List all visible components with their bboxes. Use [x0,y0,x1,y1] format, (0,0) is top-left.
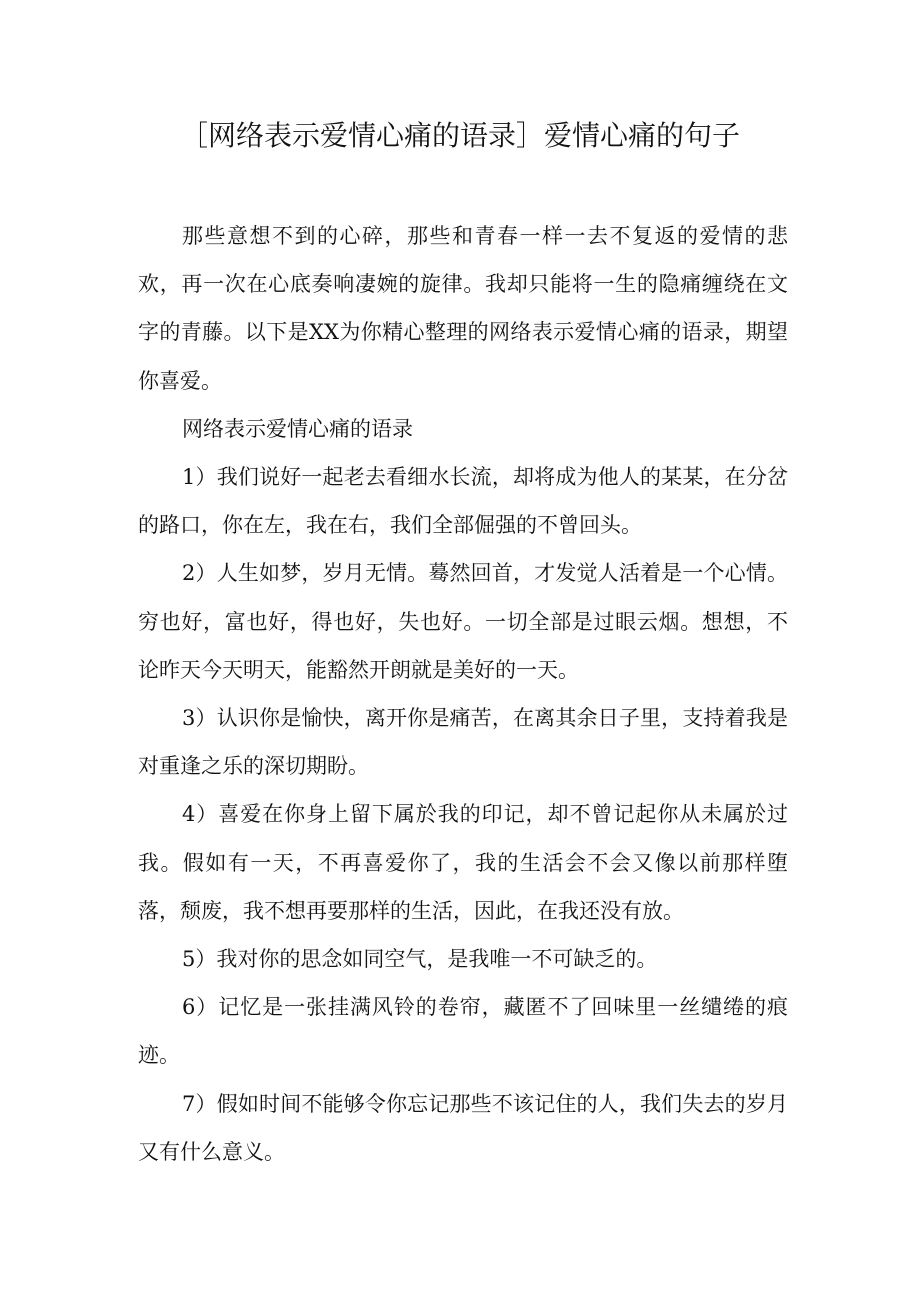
quote-paragraph-4: 4）喜爱在你身上留下属於我的印记，却不曾记起你从未属於过我。假如有一天，不再喜爱你了，我的生活会不会又像以前那样堕落，颓废，我不想再要那样的生活，因此，在我还没有放。 [138,802,788,923]
intro-paragraph: 那些意想不到的心碎，那些和青春一样一去不复返的爱情的悲欢，再一次在心底奏响凄婉的旋律。我却只能将一生的隐痛缠绕在文字的青藤。以下是XX为你精心整理的网络表示爱情心痛的语录，期望你喜爱。 [138,224,788,393]
quote-paragraph-7: 7）假如时间不能够令你忘记那些不该记住的人，我们失去的岁月又有什么意义。 [138,1091,788,1164]
quote-paragraph-5: 5）我对你的思念如同空气，是我唯一不可缺乏的。 [182,947,658,972]
quote-paragraph-2: 2）人生如梦，岁月无情。蓦然回首，才发觉人活着是一个心情。穷也好，富也好，得也好，失也好。一切全部是过眼云烟。想想，不论昨天今天明天，能豁然开朗就是美好的一天。 [138,561,788,682]
quote-paragraph-6: 6）记忆是一张挂满风铃的卷帘，藏匿不了回味里一丝缱绻的痕迹。 [138,995,788,1068]
quote-paragraph-3: 3）认识你是愉快，离开你是痛苦，在离其余日子里，支持着我是对重逢之乐的深切期盼。 [138,706,788,779]
section-heading: 网络表示爱情心痛的语录 [182,416,413,441]
document-title: ［网络表示爱情心痛的语录］爱情心痛的句子 [179,119,740,152]
quote-paragraph-1: 1）我们说好一起老去看细水长流，却将成为他人的某某，在分岔的路口，你在左，我在右，我们全部倔强的不曾回头。 [138,465,788,538]
document-body [138,212,788,1176]
